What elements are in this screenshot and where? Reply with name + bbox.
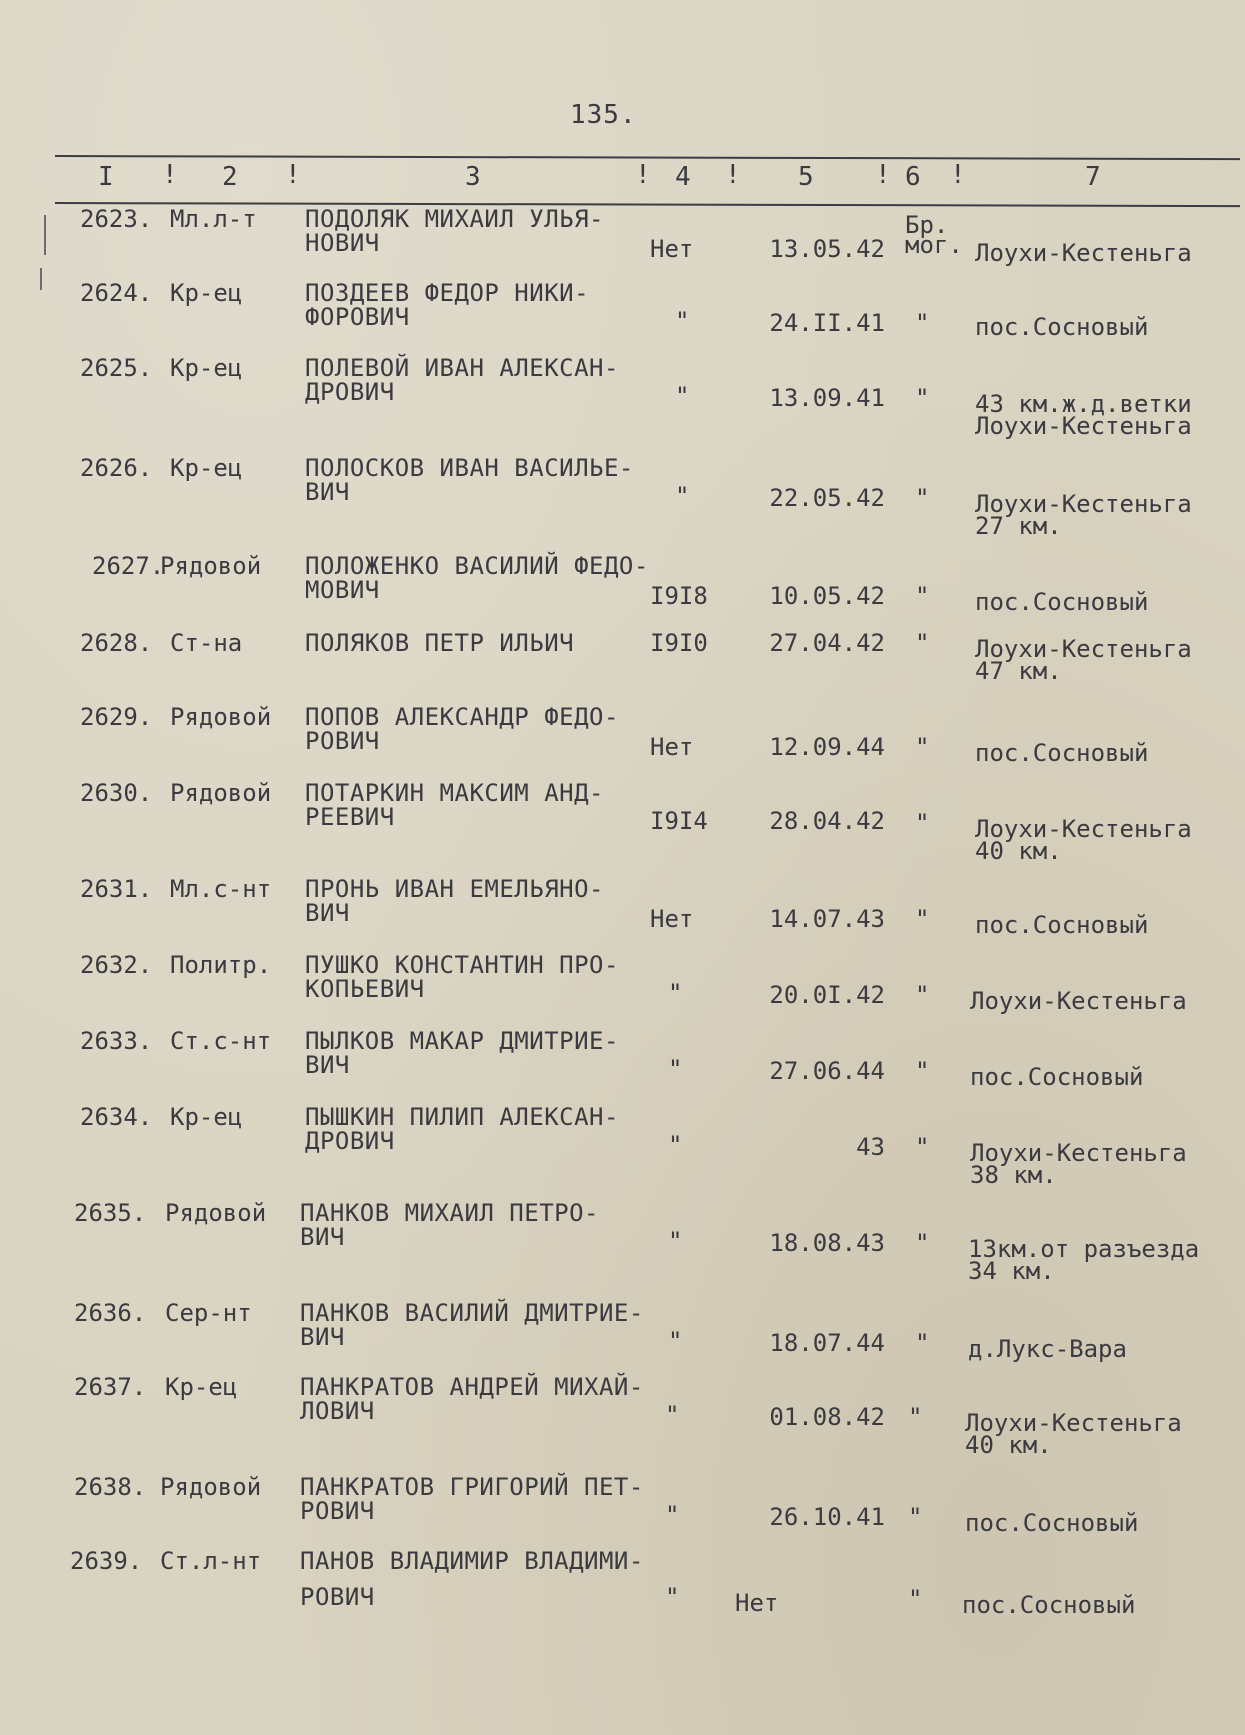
table-row	[0, 876, 1245, 956]
record-burial-type-line2: мог.	[905, 231, 963, 259]
record-place-line1: Лоухи-Кестеньга	[965, 1409, 1182, 1437]
record-number: 2629.	[80, 703, 153, 731]
record-name-line1: ПОТАРКИН МАКСИМ АНД-	[305, 779, 604, 807]
record-year: "	[668, 1227, 683, 1255]
table-row	[0, 1474, 1245, 1554]
record-name-line1: ПРОНЬ ИВАН ЕМЕЛЬЯНО-	[305, 875, 604, 903]
record-name-line2: РОВИЧ	[305, 727, 380, 755]
record-rank: Рядовой	[165, 1199, 267, 1227]
record-name-line2: ДРОВИЧ	[305, 378, 395, 406]
record-place-line1: пос.Сосновый	[970, 1063, 1144, 1091]
table-row	[0, 779, 1245, 865]
record-name-line1: ПОЗДЕЕВ ФЕДОР НИКИ-	[305, 279, 590, 307]
record-number: 2637.	[74, 1373, 147, 1401]
table-row	[0, 354, 1245, 440]
record-place-line2: 47 км.	[975, 657, 1062, 685]
record-year: I9I0	[650, 629, 708, 657]
margin-pencil-mark	[44, 215, 46, 255]
record-place-line1: пос.Сосновый	[975, 739, 1149, 767]
record-year: Нет	[650, 905, 694, 933]
record-rank: Ст.с-нт	[170, 1027, 272, 1055]
record-name-line1: ПАНКРАТОВ ГРИГОРИЙ ПЕТ-	[300, 1473, 644, 1501]
record-name-line1: ПЫЛКОВ МАКАР ДМИТРИЕ-	[305, 1027, 619, 1055]
record-year: "	[665, 1401, 680, 1429]
record-name-line1: ПАНКОВ МИХАИЛ ПЕТРО-	[300, 1199, 599, 1227]
record-name-line2: ВИЧ	[300, 1323, 345, 1351]
record-date: 18.07.44	[769, 1329, 885, 1357]
record-number: 2623.	[80, 205, 153, 233]
column-header-4: 4	[675, 162, 691, 192]
record-burial-type-line1: "	[915, 582, 930, 610]
record-place-line1: д.Лукс-Вара	[968, 1335, 1127, 1363]
record-name-line2: РОВИЧ	[300, 1497, 375, 1525]
record-rank: Кр-ец	[170, 1103, 243, 1131]
record-rank: Сер-нт	[165, 1299, 252, 1327]
record-burial-type-line1: "	[915, 809, 930, 837]
record-rank: Рядовой	[170, 779, 272, 807]
record-name-line2: ВИЧ	[305, 478, 350, 506]
record-name-line2: ДРОВИЧ	[305, 1127, 395, 1155]
record-year: "	[675, 307, 690, 335]
table-row	[0, 1300, 1245, 1380]
record-date: 12.09.44	[769, 733, 885, 761]
record-year: "	[668, 1055, 683, 1083]
record-date: 27.04.42	[769, 629, 885, 657]
record-number: 2634.	[80, 1103, 153, 1131]
record-place-line1: пос.Сосновый	[975, 588, 1149, 616]
record-date: 26.10.41	[769, 1503, 885, 1531]
record-burial-type-line1: "	[915, 1133, 930, 1161]
table-row	[0, 454, 1245, 540]
record-place-line2: 40 км.	[975, 837, 1062, 865]
record-date: 43	[856, 1133, 885, 1161]
record-name-line1: ПОЛЕВОЙ ИВАН АЛЕКСАН-	[305, 354, 619, 382]
record-number: 2627.	[92, 552, 165, 580]
table-row	[0, 280, 1245, 360]
record-number: 2633.	[80, 1027, 153, 1055]
record-name-line2: ЛОВИЧ	[300, 1397, 375, 1425]
record-date: 22.05.42	[769, 484, 885, 512]
record-place-line1: пос.Сосновый	[962, 1591, 1136, 1619]
column-separator: !	[162, 160, 178, 190]
table-row	[0, 1103, 1245, 1189]
record-place-line1: пос.Сосновый	[965, 1509, 1139, 1537]
table-row	[0, 1548, 1245, 1628]
record-name-line1: ПЫШКИН ПИЛИП АЛЕКСАН-	[305, 1103, 619, 1131]
record-rank: Кр-ец	[165, 1373, 238, 1401]
record-year: "	[668, 1131, 683, 1159]
record-place-line2: 40 км.	[965, 1431, 1052, 1459]
record-rank: Мл.л-т	[170, 205, 257, 233]
record-rank: Рядовой	[160, 1473, 262, 1501]
column-header-1: I	[98, 162, 114, 192]
record-burial-type-line1: "	[908, 1503, 923, 1531]
record-name-line1: ПОЛЯКОВ ПЕТР ИЛЬИЧ	[305, 629, 575, 657]
record-place-line1: Лоухи-Кестеньга	[975, 239, 1192, 267]
record-number: 2632.	[80, 951, 153, 979]
column-header-6: 6	[905, 162, 921, 192]
record-number: 2624.	[80, 279, 153, 307]
record-name-line2: ФОРОВИЧ	[305, 303, 410, 331]
record-rank: Мл.с-нт	[170, 875, 272, 903]
record-burial-type-line1: "	[915, 384, 930, 412]
record-burial-type-line1: "	[908, 1403, 923, 1431]
record-burial-type-line1: Бр.	[905, 211, 949, 239]
record-number: 2639.	[70, 1547, 143, 1575]
record-year: "	[668, 1327, 683, 1355]
record-name-line1: ПОПОВ АЛЕКСАНДР ФЕДО-	[305, 703, 619, 731]
record-burial-type-line1: "	[915, 484, 930, 512]
record-name-line2: РЕЕВИЧ	[305, 803, 395, 831]
column-separator: !	[285, 160, 301, 190]
table-row	[0, 630, 1245, 710]
record-burial-type-line1: "	[915, 1057, 930, 1085]
record-year: "	[665, 1583, 680, 1611]
record-place-line2: 27 км.	[975, 512, 1062, 540]
record-date: 20.0I.42	[769, 981, 885, 1009]
record-burial-type-line1: "	[915, 1229, 930, 1257]
record-year: Нет	[650, 733, 694, 761]
record-rank: Кр-ец	[170, 279, 243, 307]
record-place-line2: Лоухи-Кестеньга	[975, 412, 1192, 440]
table-row	[0, 553, 1245, 633]
record-year: "	[668, 979, 683, 1007]
record-name-line2: ВИЧ	[300, 1223, 345, 1251]
record-rank: Ст.л-нт	[160, 1547, 262, 1575]
table-row	[0, 704, 1245, 784]
record-date: 27.06.44	[769, 1057, 885, 1085]
column-header-2: 2	[222, 162, 238, 192]
record-place-line1: Лоухи-Кестеньга	[975, 490, 1192, 518]
record-place-line1: 13км.от разъезда	[968, 1235, 1200, 1263]
record-date: 24.II.41	[769, 309, 885, 337]
column-separator: !	[635, 160, 651, 190]
column-separator: !	[725, 160, 741, 190]
record-number: 2630.	[80, 779, 153, 807]
record-rank: Политр.	[170, 951, 272, 979]
record-rank: Кр-ец	[170, 354, 243, 382]
column-header-7: 7	[1085, 162, 1101, 192]
record-name-line2: ВИЧ	[305, 1051, 350, 1079]
record-burial-type-line1: "	[915, 905, 930, 933]
record-rank: Ст-на	[170, 629, 243, 657]
record-name-line1: ПОЛОЖЕНКО ВАСИЛИЙ ФЕДО-	[305, 552, 649, 580]
record-place-line1: пос.Сосновый	[975, 911, 1149, 939]
record-burial-type-line1: "	[908, 1585, 923, 1613]
record-place-line1: пос.Сосновый	[975, 313, 1149, 341]
column-header-3: 3	[465, 162, 481, 192]
record-burial-type-line1: "	[915, 1329, 930, 1357]
record-date: 13.09.41	[769, 384, 885, 412]
record-name-line1: ПАНКРАТОВ АНДРЕЙ МИХАЙ-	[300, 1373, 644, 1401]
record-name-line2: ВИЧ	[305, 899, 350, 927]
record-date: 18.08.43	[769, 1229, 885, 1257]
record-number: 2636.	[74, 1299, 147, 1327]
page-number: 135.	[570, 100, 637, 130]
record-name-line2: МОВИЧ	[305, 576, 380, 604]
record-year: I9I4	[650, 807, 708, 835]
record-rank: Рядовой	[170, 703, 272, 731]
record-name-line2: КОПЬЕВИЧ	[305, 975, 425, 1003]
record-date: Нет	[735, 1589, 779, 1617]
record-number: 2628.	[80, 629, 153, 657]
record-burial-type-line1: "	[915, 629, 930, 657]
record-place-line1: 43 км.ж.д.ветки	[975, 390, 1192, 418]
record-rank: Рядовой	[160, 552, 262, 580]
record-number: 2626.	[80, 454, 153, 482]
table-row	[0, 1373, 1245, 1459]
record-rank: Кр-ец	[170, 454, 243, 482]
record-date: 14.07.43	[769, 905, 885, 933]
column-header-5: 5	[798, 162, 814, 192]
record-year: I9I8	[650, 582, 708, 610]
record-date: 13.05.42	[769, 235, 885, 263]
record-year: "	[675, 382, 690, 410]
record-name-line2: РОВИЧ	[300, 1583, 375, 1611]
record-year: Нет	[650, 235, 694, 263]
record-place-line1: Лоухи-Кестеньга	[975, 815, 1192, 843]
record-number: 2625.	[80, 354, 153, 382]
margin-pencil-mark	[40, 268, 42, 290]
table-row	[0, 952, 1245, 1032]
record-place-line1: Лоухи-Кестеньга	[970, 1139, 1187, 1167]
record-name-line1: ПОДОЛЯК МИХАИЛ УЛЬЯ-	[305, 205, 604, 233]
record-number: 2638.	[74, 1473, 147, 1501]
record-burial-type-line1: "	[915, 981, 930, 1009]
column-separator: !	[950, 160, 966, 190]
record-place-line1: Лоухи-Кестеньга	[970, 987, 1187, 1015]
record-date: 28.04.42	[769, 807, 885, 835]
record-number: 2631.	[80, 875, 153, 903]
table-row	[0, 1028, 1245, 1108]
record-place-line2: 38 км.	[970, 1161, 1057, 1189]
record-name-line1: ПУШКО КОНСТАНТИН ПРО-	[305, 951, 619, 979]
record-name-line1: ПАНКОВ ВАСИЛИЙ ДМИТРИЕ-	[300, 1299, 644, 1327]
record-burial-type-line1: "	[915, 309, 930, 337]
record-name-line2: НОВИЧ	[305, 229, 380, 257]
record-year: "	[665, 1501, 680, 1529]
record-place-line2: 34 км.	[968, 1257, 1055, 1285]
record-name-line1: ПАНОВ ВЛАДИМИР ВЛАДИМИ-	[300, 1547, 644, 1575]
record-name-line1: ПОЛОСКОВ ИВАН ВАСИЛЬЕ-	[305, 454, 634, 482]
column-separator: !	[875, 160, 891, 190]
table-row	[0, 1199, 1245, 1285]
table-row	[0, 206, 1245, 286]
record-date: 10.05.42	[769, 582, 885, 610]
record-number: 2635.	[74, 1199, 147, 1227]
record-date: 01.08.42	[769, 1403, 885, 1431]
record-year: "	[675, 482, 690, 510]
record-place-line1: Лоухи-Кестеньга	[975, 635, 1192, 663]
record-burial-type-line1: "	[915, 733, 930, 761]
